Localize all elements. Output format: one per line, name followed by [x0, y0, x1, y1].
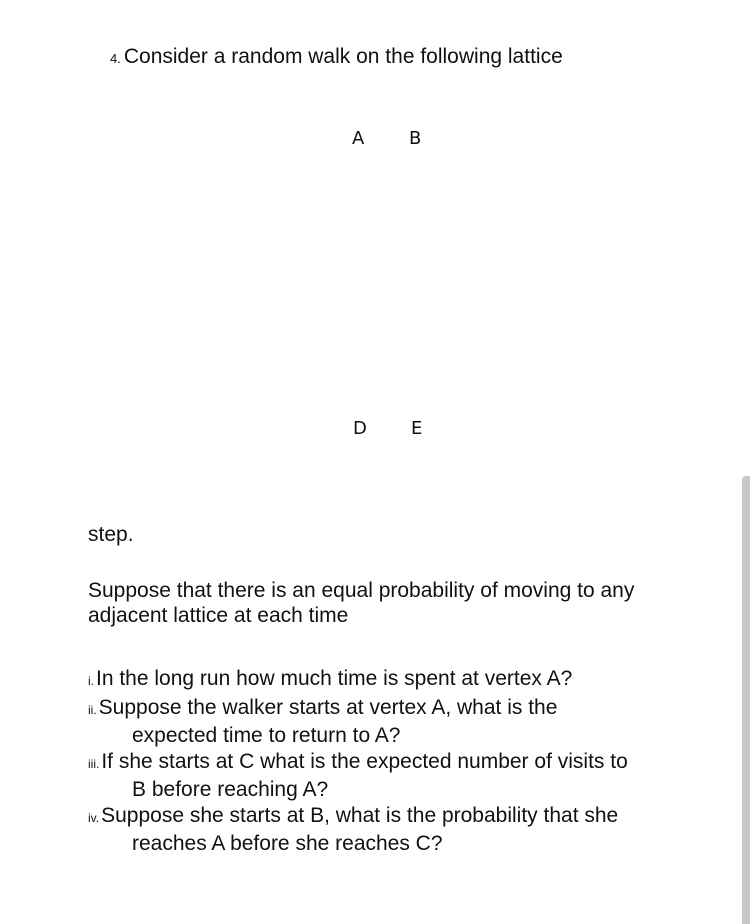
question-continuation: reaches A before she reaches C?	[132, 832, 443, 855]
question-line: In the long run how much time is spent at vertex A?	[96, 667, 573, 690]
problem-heading	[110, 44, 563, 72]
vertex-b-label: B	[409, 128, 422, 149]
question-marker: i.	[88, 674, 94, 688]
question-continuation: expected time to return to A?	[132, 724, 401, 747]
vertical-scrollbar[interactable]	[742, 476, 750, 924]
vertex-a-label: A	[352, 128, 365, 149]
question-list	[88, 666, 628, 857]
vertex-e-label: E	[411, 418, 423, 439]
question-item	[88, 749, 628, 803]
question-line: If she starts at C what is the expected number of visits to	[101, 749, 628, 773]
vertex-d-label: D	[353, 418, 367, 439]
question-item	[88, 803, 628, 857]
assumption-line-2: adjacent lattice at each time	[88, 604, 349, 627]
assumption-line-1: Suppose that there is an equal probability of moving to any	[88, 579, 635, 602]
question-line: Suppose she starts at B, what is the probability that she	[101, 803, 619, 827]
question-marker: iv.	[88, 810, 100, 825]
question-continuation: B before reaching A?	[132, 778, 329, 801]
problem-title: Consider a random walk on the following lattice	[123, 45, 563, 68]
problem-number: 4.	[110, 51, 121, 66]
assumption-paragraph	[88, 578, 634, 628]
question-marker: ii.	[88, 702, 97, 717]
question-line: Suppose the walker starts at vertex A, what is the	[98, 695, 558, 719]
question-item	[88, 695, 628, 749]
question-item	[88, 666, 628, 695]
step-text: step.	[88, 523, 134, 546]
question-marker: iii.	[88, 756, 100, 771]
